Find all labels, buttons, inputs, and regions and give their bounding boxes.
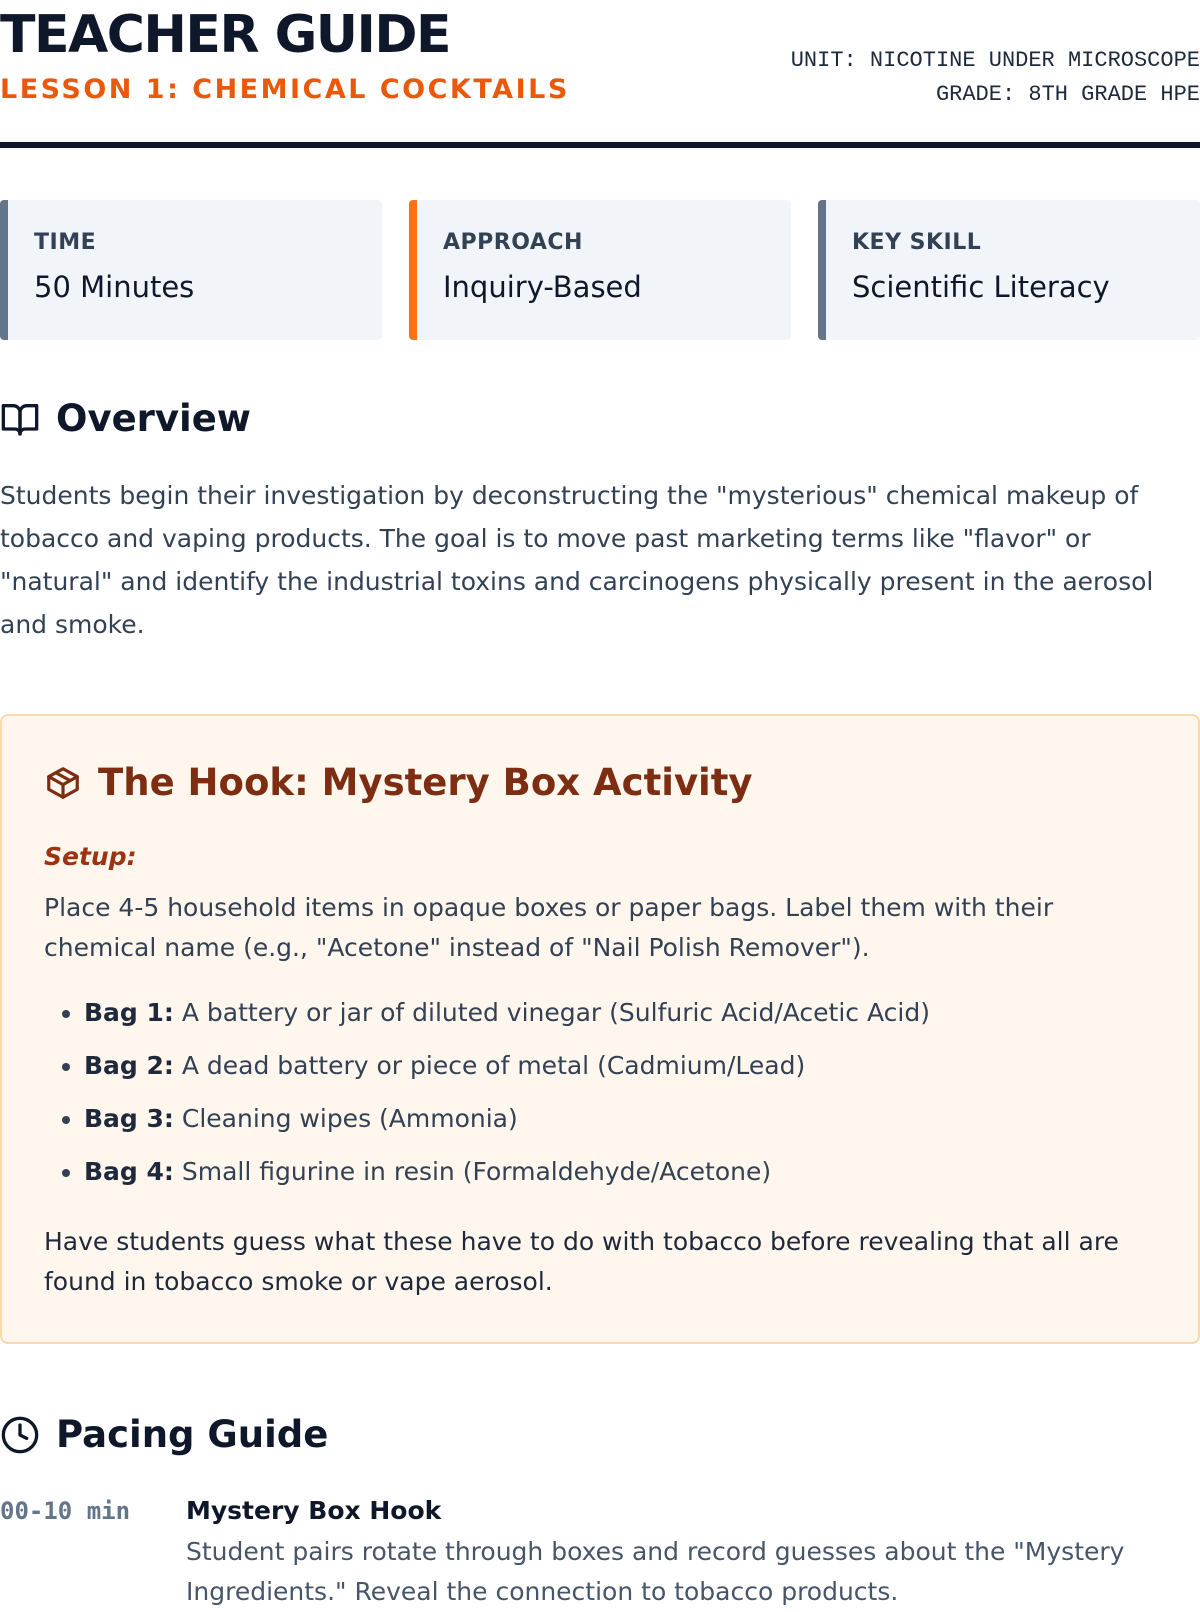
pace-time: 00-10 min — [0, 1497, 131, 1525]
bag-list — [44, 996, 930, 1208]
card-value: Scientific Literacy — [852, 270, 1110, 304]
bag-label: Bag 3: — [84, 1104, 174, 1133]
card-value: Inquiry-Based — [443, 270, 642, 304]
hook-footer-text: Have students guess what these have to do with tobacco before revealing that all are found in tobacco smoke or vape aerosol. — [44, 1227, 1119, 1296]
section-title: Pacing Guide — [56, 1413, 329, 1456]
clock-icon — [0, 1415, 40, 1455]
card-value: 50 Minutes — [34, 270, 195, 304]
bag-label: Bag 4: — [84, 1157, 174, 1186]
unit-meta — [791, 44, 1200, 112]
hook-activity-box — [0, 714, 1200, 1344]
list-item — [84, 996, 930, 1030]
info-card-time — [0, 200, 382, 340]
hook-heading — [44, 758, 753, 808]
lesson-title: LESSON 1: CHEMICAL COCKTAILS — [0, 74, 570, 105]
package-icon — [44, 764, 82, 802]
overview-text: Students begin their investigation by deconstructing the "mysterious" chemical makeup of tobacco and vaping products. The goal is to move past marketing terms like "flavor" or "natural" and identify the industrial toxins and carcinogens physically present in the aerosol and smoke. — [0, 481, 1154, 639]
bag-text: A dead battery or piece of metal (Cadmium/Lead) — [173, 1051, 806, 1080]
book-open-icon — [0, 399, 40, 439]
hook-title: The Hook: Mystery Box Activity — [98, 761, 753, 804]
section-title: Overview — [56, 397, 251, 440]
page-title: TEACHER GUIDE — [0, 5, 451, 65]
bag-label: Bag 2: — [84, 1051, 174, 1080]
grade-label: GRADE: 8TH GRADE HPE — [935, 82, 1200, 107]
page-header — [0, 0, 1200, 148]
info-card-key-skill — [818, 200, 1200, 340]
card-label: TIME — [34, 230, 97, 255]
pace-title: Mystery Box Hook — [186, 1496, 442, 1525]
list-item — [84, 1155, 930, 1189]
list-item — [84, 1102, 930, 1136]
setup-label: Setup: — [44, 842, 137, 871]
overview-heading — [0, 396, 251, 442]
bag-text: Cleaning wipes (Ammonia) — [173, 1104, 518, 1133]
setup-text: Place 4-5 household items in opaque boxes or paper bags. Label them with their chemical name (e.g., "Acetone" instead of "Nail Polish Remover"). — [44, 893, 1054, 962]
bag-text: A battery or jar of diluted vinegar (Sulfuric Acid/Acetic Acid) — [173, 998, 930, 1027]
list-item — [84, 1049, 930, 1083]
card-label: KEY SKILL — [852, 230, 982, 255]
bag-text: Small figurine in resin (Formaldehyde/Acetone) — [173, 1157, 772, 1186]
pacing-heading — [0, 1412, 328, 1458]
card-label: APPROACH — [443, 230, 583, 255]
unit-label: UNIT: NICOTINE UNDER MICROSCOPE — [790, 48, 1200, 73]
pace-description: Student pairs rotate through boxes and record guesses about the "Mystery Ingredients." Reveal the connection to tobacco products. — [186, 1537, 1125, 1606]
bag-label: Bag 1: — [84, 998, 174, 1027]
info-card-approach — [409, 200, 791, 340]
